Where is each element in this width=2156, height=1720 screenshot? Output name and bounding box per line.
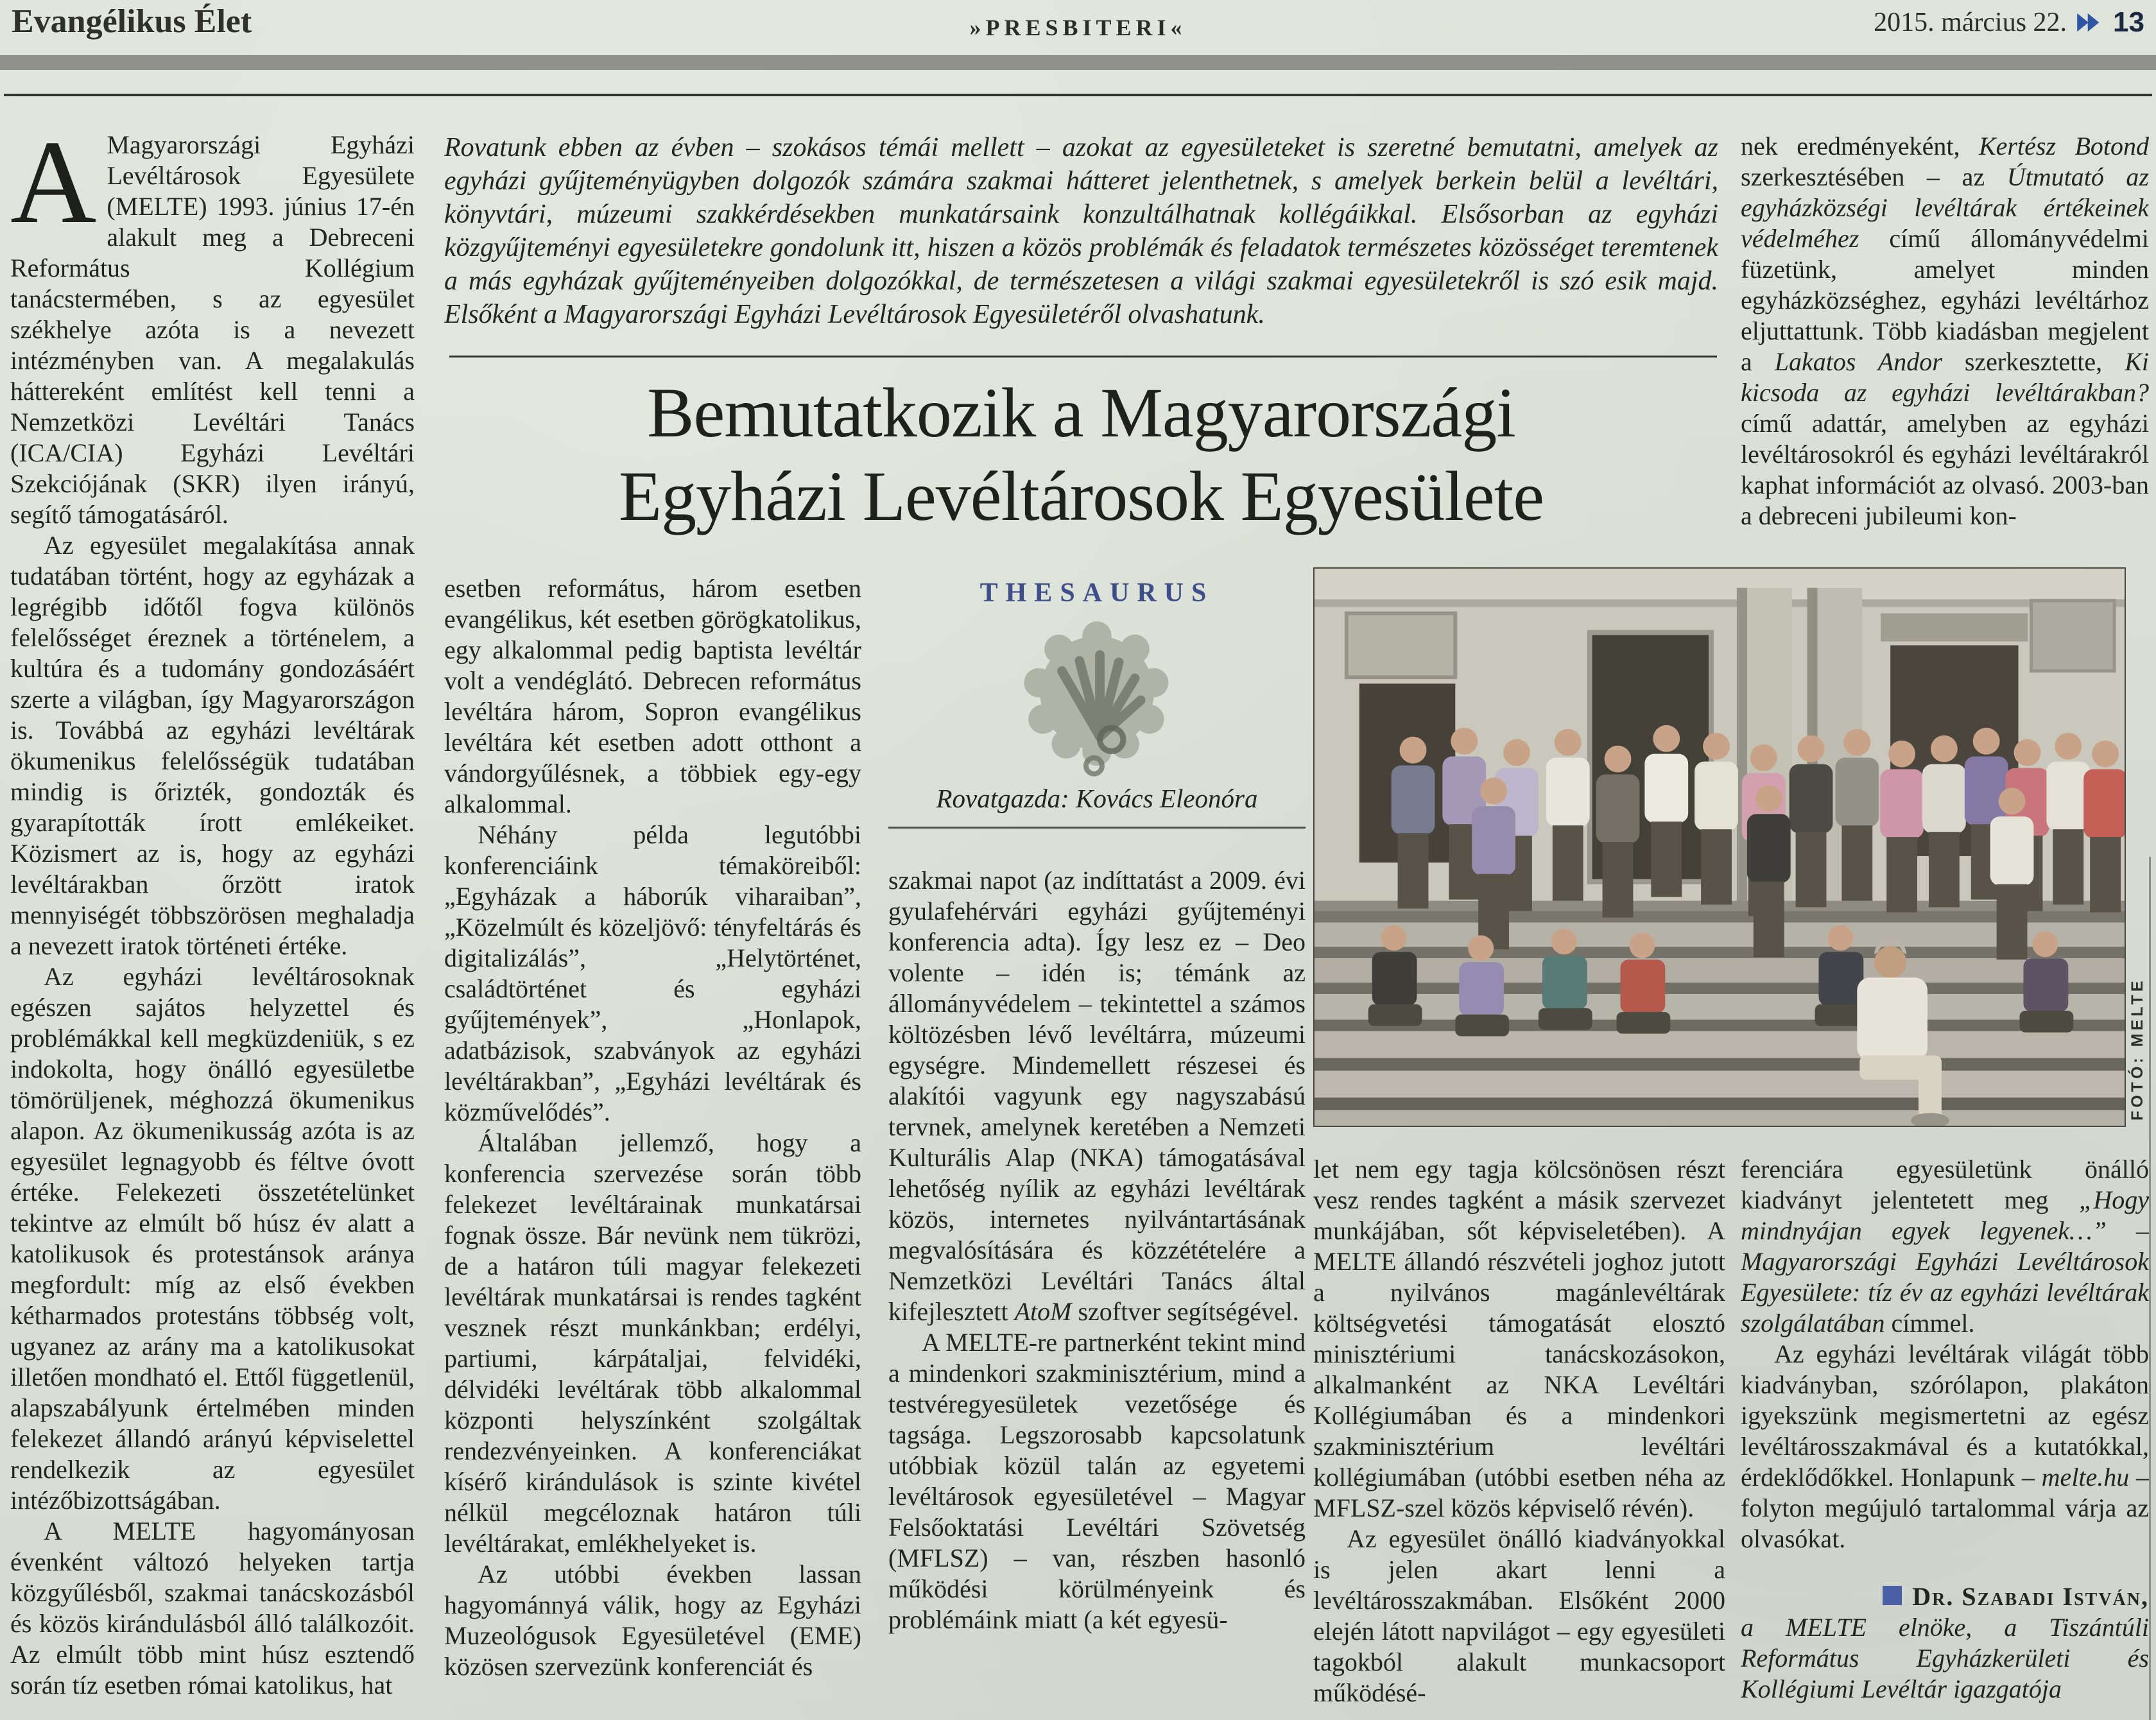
rubric-title: THESAURUS: [979, 578, 1214, 608]
page-header: [0, 0, 2156, 54]
article-title: [444, 371, 1718, 538]
column-2-text: esetben református, három esetben evangélikus, két esetben görögkatolikus, egy alkalommal pedig baptista levéltár volt a vendéglátó. Debrecen református levéltára három, Sopron evangélikus levéltára két esetben adott otthont a vándorgyűlésnek, a többiek egy-egy alkalommal. Néhány példa legutóbbi konferenciáink témaköreiből: „Egyházak a háborúk viharaiban”, „Közelmúlt és közeljövő: tényfeltárás és digitalizálás”, „Helytörténet, családtörténet és egyházi gyűjtemények”, „Honlapok, adatbázisok, szabványok az egyházi levéltárakban”, „Egyházi levéltárak és közművelődés”. Általában jellemző, hogy a konferencia szervezése során több felekezet levéltárainak munkatársai fognak össze. Bár nevünk nem tükrözi, de a határon túli magyar felekezeti levéltárak munkatársai is rendes tagként vesznek részt munkánkban; erdélyi, partiumi, kárpátaljai, felvidéki, délvidéki levéltárak több alkalommal központi helyszínként szolgáltak rendezvényeinken. A konferenciákat kísérő kirándulások is szinte kivétel nélkül megcéloznak határon túli levéltárakat, emlékhelyeket is. Az utóbbi években lassan hagyománnyá válik, hogy az Egyházi Muzeológusok Egyesületével (EME) közösen szervezünk konferenciát és: [444, 574, 861, 1681]
rubric-block: [888, 570, 1306, 829]
group-photo-image: [1313, 567, 2126, 1127]
article-title-line1: Bemutatkozik a Magyarországi: [647, 374, 1515, 452]
column-4-top-text: nek eredményeként, Kertész Botond szerkesztésében – az Útmutató az egyházközségi levéltárak értékeinek védelméhez című állományvédelmi füzetünk, amelyet minden egyházközséghez, egyházi levéltárhoz eljuttattunk. Több kiadásban megjelent a Lakatos Andor szerkesztette, Ki kicsoda az egyházi levéltárakban? című adattár, amelyben az egyházi levéltárosokról és egyházi levéltárakról kaphat információt az olvasó. 2003-ban a debreceni jubileumi kon-: [1741, 132, 2149, 530]
column-5-bottom-text: ferenciára egyesületünk önálló kiadványt jelentetett meg „Hogy mindnyájan egyek legyenek…” – Magyarországi Egyházi Levéltárosok Egyesülete: tíz év az egyházi levéltárak szolgálatában címmel. Az egyházi levéltárak világát több kiadványban, szórólapon, plakáton igyekszünk megismertetni az egész levéltárosszakmával és a kutatókkal, érdeklődőkkel. Honlapunk – melte.hu – folyton megújuló tartalommal várja az olvasókat.: [1741, 1155, 2149, 1553]
column-1-text: AMagyarországi Egyházi Levéltárosok Egyesülete (MELTE) 1993. június 17-én alakult meg a Debreceni Református Kollégium tanácstermében, s az egyesület székhelye azóta is a nevezett intézményben van. A megalakulás háttereként említést kell tenni a Nemzetközi Levéltári Tanács (ICA/CIA) Egyházi Levéltári Szekciójának (SKR) ilyen irányú, segítő támogatásáról. Az egyesület megalakítása annak tudatában történt, hogy az egyházak a legrégibb időtől fogva különös felelősséget éreznek a történelem, a kultúra és a tudomány gondozásáért szerte a világban, így Magyarországon is. Továbbá az egyházi levéltárak ökumenikus felelősségük tudatában mindig is őrizték, gondozták és gyarapították írott emlékeiket. Közismert az is, hogy az egyházi levéltárakban őrzött iratok mennyiségét többszörösen meghaladja a nevezett iratok történeti értéke. Az egyházi levéltárosoknak egészen sajátos helyzettel és problémákkal kell megküzdeniük, s ez indokolta, hogy önálló egyesületbe tömörüljenek, méghozzá ökumenikus alapon. Az ökumenikusság azóta is az egyesület legnagyobb és féltve óvott értéke. Felekezeti összetételünket tekintve az elmúlt bő húsz év alatt a katolikusok és protestánsok aránya megfordult: míg az első években kétharmados protestáns többség volt, ugyanez az arány ma a katolikusokat illetően mondható el. Ettől függetlenül, alapszabályunk értelmében minden felekezet állandó arányú képviselettel rendelkezik az egyesület intézőbizottságában. A MELTE hagyományosan évenként változó helyeken tartja közgyűlésből, szakmai tanácskozásból és közös kirándulásból álló találkozóit. Az elmúlt több mint húsz esztendő során tíz esetben római katolikus, hat: [10, 130, 415, 1699]
section-label: »PRESBITERI«: [969, 15, 1187, 40]
header-divider-rule: [4, 94, 2152, 96]
header-divider-band: [0, 55, 2156, 70]
scan-edge-line: [2149, 857, 2151, 1720]
title-rule: [449, 356, 1717, 357]
page-number: 13: [2113, 6, 2144, 38]
masthead: Evangélikus Élet: [12, 3, 252, 40]
author-role: a MELTE elnöke, a Tiszántúli Református Egyházkerületi és Kollégiumi Levéltár igazgatója: [1741, 1613, 2149, 1703]
photo-credit: FOTÓ: MELTE: [2128, 977, 2146, 1121]
article-lede: Rovatunk ebben az évben – szokásos témái mellett – azokat az egyesületeket is szeretné bemutatni, amelyek az egyházi gyűjteményügyben dolgozók számára szakmai hátteret jelenthetnek, s amelyek berkein belül a levéltári, könyvtári, múzeumi szakkérdésekben munkatársaink konzultálhatnak kollégáikkal. Elsősorban az egyházi közgyűjteményi egyesületekre gondolunk itt, hiszen a közös problémák és feladatok természetes közösséget teremtenek a más egyházak gyűjteményeiben dolgozókkal, de természetesen a világi szakmai egyesületekről is szó esik majd. Elsőként a Magyarországi Egyházi Levéltárosok Egyesületéről olvashatunk.: [444, 133, 1718, 329]
column-4-bottom-text: let nem egy tagja kölcsönösen részt vesz rendes tagként a másik szervezet munkájában, sőt képviseletében). A MELTE állandó részvételi joghoz jutott a nyilvános magánlevéltárak költségvetési támogatását elosztó minisztériumi tanácskozásokon, alkalmanként az NKA Levéltári Kollégiumában és a mindenkori szakminisztérium levéltári kollégiumában (utóbbi esetben néha az MFLSZ-szel közös képviselő révén). Az egyesület önálló kiadványokkal is jelen akart lenni a levéltárosszakmában. Elsőként 2000 elején látott napvilágot – egy egyesületi tagokból alakult munkacsoport működésé-: [1313, 1155, 1725, 1707]
date-group: [1874, 6, 2144, 39]
shell-ornament-icon: [1023, 620, 1171, 780]
page-arrow-icon: [2076, 12, 2104, 33]
rubric-editor-line: Rovatgazda: Kovács Eleonóra: [936, 784, 1258, 813]
issue-date: 2015. március 22.: [1874, 8, 2067, 37]
article-title-line2: Egyházi Levéltárosok Egyesülete: [618, 457, 1544, 535]
article-signature: [1741, 1581, 2149, 1705]
column-3-text: szakmai napot (az indíttatást a 2009. évi gyulafehérvári egyházi gyűjteményi konferencia adta). Így lesz ez – Deo volente – idén is; témánk az állományvédelem – tekintettel a számos költözésben lévő levéltárra, múzeumi egységre. Mindemellett részesei és alakítói vagyunk egy nagyszabású tervnek, amelynek keretében a Nemzeti Kulturális Alap (NKA) támogatásával lehetőség nyílik az egyházi levéltárak közös, internetes nyilvántartásának megvalósítására és közzétételére a Nemzetközi Levéltári Tanács által kifejlesztett AtoM szoftver segítségével. A MELTE-re partnerként tekint mind a mindenkori szakminisztérium, mind a testvéregyesületek vezetősége és tagsága. Legszorosabb kapcsolatunk utóbbiak közül talán az egyetemi levéltárosok egyesületével – Magyar Felsőoktatási Levéltári Szövetség (MFLSZ) – van, részben hasonló működési körülményeink és problémáink miatt (a két egyesü-: [888, 866, 1306, 1634]
rubric-rule: [888, 827, 1306, 829]
author-name: Dr. Szabadi István,: [1912, 1582, 2149, 1611]
signature-bullet-icon: [1883, 1586, 1902, 1605]
column-5-bottom: [1741, 1154, 2149, 1716]
